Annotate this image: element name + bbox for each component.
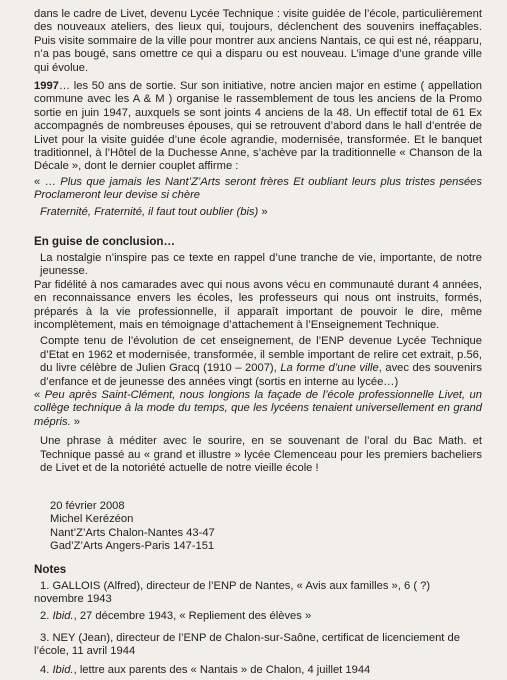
song-quote-text: Plus que jamais les Nant’Z’Arts seront frères Et oubliant leurs plus tristes pensées Proclameront leur devise si chère: [34, 175, 482, 202]
note-4: 4. Ibid., lettre aux parents des « Nantais » de Chalon, 4 juillet 1944: [40, 664, 371, 676]
intro-paragraph: [34, 8, 482, 75]
signature-date: 20 février 2008: [50, 500, 125, 512]
signature-line-1: Nant’Z’Arts Chalon-Nantes 43-47: [50, 526, 215, 539]
signature-block: [50, 500, 215, 554]
notes-heading: Notes: [34, 563, 67, 576]
conclusion-section: [34, 252, 482, 476]
conclusion-paragraph-1: La nostalgie n’inspire pas ce texte en rappel d’une tranche de vie, importante, de notre jeunesse.: [40, 252, 482, 278]
gracq-quote: « Peu après Saint-Clément, nous longions la façade de l’école professionnelle Livet, un collège technique à la mode du temps, que les lycéens tenaient universellement en grand mépris. »: [34, 389, 482, 428]
conclusion-paragraph-3: Compte tenu de l’évolution de cet enseignement, de l’ENP devenue Lycée Technique d’Etat en 1962 et modernisée, transformée, il semble important de relire cet extrait, p.56, du livre célèbre de Julien Gracq (1910 – 2007), La forme d’une ville, avec des souvenirs d’enfance et de jeunesse des années vingt (sortis en interne au lycée…): [40, 335, 483, 388]
song-quote: « … Plus que jamais les Nant’Z’Arts seront frères Et oubliant leurs plus tristes pensées Proclameront leur devise si chère: [34, 175, 482, 202]
song-refrain-text: Fraternité, Fraternité, il faut tout oublier (bis): [40, 205, 259, 218]
signature-line-2: Gad’Z’Arts Angers-Paris 147-151: [50, 540, 215, 553]
section-1997: [34, 80, 482, 219]
book-title: La forme d’une ville: [280, 362, 379, 375]
signature-name: Michel Kerézéon: [50, 513, 134, 526]
conclusion-heading: En guise de conclusion…: [34, 235, 176, 248]
year-1997: 1997: [34, 80, 59, 92]
note-2: 2. Ibid., 27 décembre 1943, « Repliement des élèves »: [40, 610, 312, 622]
gracq-quote-text: Peu après Saint-Clément, nous longions la façade de l’école professionnelle Livet, un collège technique à la mode du temps, que les lycéens tenaient universellement en grand mépris.: [34, 389, 482, 428]
note-1: 1. GALLOIS (Alfred), directeur de l’ENP de Nantes, « Avis aux familles », 6 ( ?) novembre 1943: [34, 580, 431, 606]
song-refrain: Fraternité, Fraternité, il faut tout oublier (bis) »: [40, 205, 268, 218]
conclusion-paragraph-2: Par fidélité à nos camarades avec qui nous avons vécu en communauté durant 4 années, en reconnaissance envers les écoles, les professeurs qui nous ont instruits, formés, préparés à la vie professionnelle, il apparaît important de pouvoir le dire, même incomplètement, mais en témoignage d’attachement à l’Enseignement Technique.: [34, 278, 482, 332]
paragraph-1997-text: … les 50 ans de sortie. Sur son initiative, notre ancien major en estime ( appellation commune avec les A & M ) organise le rassemblement de tous les anciens de la Promo sortie en juin 1947, auxquels se sont joints 4 anciens de la 48. Un effectif total de 61 Ex accompagnés de nombreuses épouses, qui se retrouvent d’abord dans le hall d’entrée de Livet pour la visite guidée d’une école agrandie, modernisée, transformée. Et le banquet traditionnel, à l’Hôtel de la Duchesse Anne, s’achève par la traditionnelle « Chanson de la Décale », dont le dernier couplet affirme :: [34, 80, 482, 173]
intro-text: dans le cadre de Livet, devenu Lycée Technique : visite guidée de l’école, particulièrement des nouveaux ateliers, des lieux qui, toujours, déclenchent des souvenirs ineffaçables. Puis visite sommaire de la ville pour montrer aux anciens Nantais, ce qui est né, réapparu, n’a pas bougé, sans omettre ce qui a disparu ou est nouveau. L’image d’une grande ville qui évolue.: [34, 8, 482, 74]
note-3: 3. NEY (Jean), directeur de l’ENP de Chalon-sur-Saône, certificat de licenciement de l’école, 11 avril 1944: [34, 632, 460, 658]
paragraph-1997: [34, 80, 482, 174]
conclusion-paragraph-4: Une phrase à méditer avec le sourire, en se souvenant de l’oral du Bac Math. et Technique passé au « grand et illustre » lycée Clemenceau pour les premiers bacheliers de Livet et de la notoriété actuelle de notre vieille école !: [40, 435, 482, 475]
